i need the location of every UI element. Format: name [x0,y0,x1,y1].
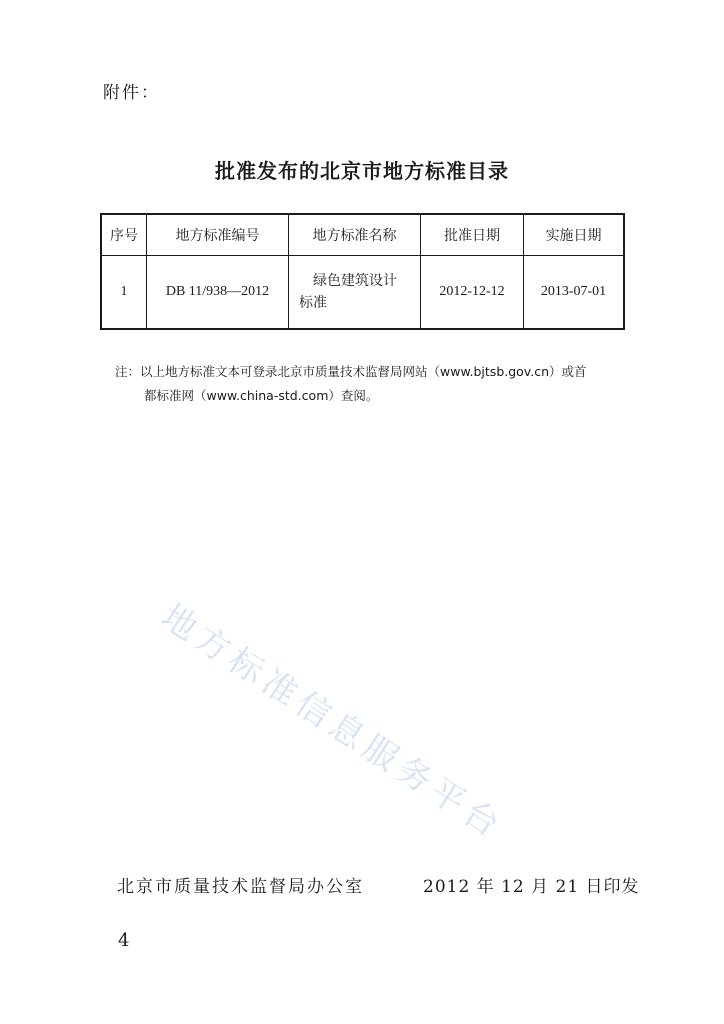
note [115,360,635,408]
cell-effective-date: 2013-07-01 [524,256,625,330]
standard-name-line2: 标准 [299,295,327,311]
issuer: 北京市质量技术监督局办公室 [117,877,364,897]
table-header-row [101,214,624,256]
table-row [101,256,624,330]
column-header-approval-date: 批准日期 [421,214,524,256]
column-header-name: 地方标准名称 [289,214,421,256]
note-line1: 注：以上地方标准文本可登录北京市质量技术监督局网站（www.bjtsb.gov.cn）或首 [115,364,587,379]
cell-name [289,256,421,330]
attachment-label: 附件： [103,83,160,103]
column-header-effective-date: 实施日期 [524,214,625,256]
watermark: 地方标准信息服务平台 [153,596,512,849]
standards-table [100,213,625,330]
column-header-code: 地方标准编号 [147,214,289,256]
cell-code: DB 11/938—2012 [147,256,289,330]
cell-seq: 1 [101,256,147,330]
page-title: 批准发布的北京市地方标准目录 [215,159,509,183]
column-header-seq: 序号 [101,214,147,256]
note-line2: 都标准网（www.china-std.com）查阅。 [144,388,379,403]
standard-name-line1: 绿色建筑设计 [313,273,397,289]
issue-date: 2012 年 12 月 21 日印发 [423,877,640,897]
page-number: 4 [118,930,130,951]
cell-approval-date: 2012-12-12 [421,256,524,330]
